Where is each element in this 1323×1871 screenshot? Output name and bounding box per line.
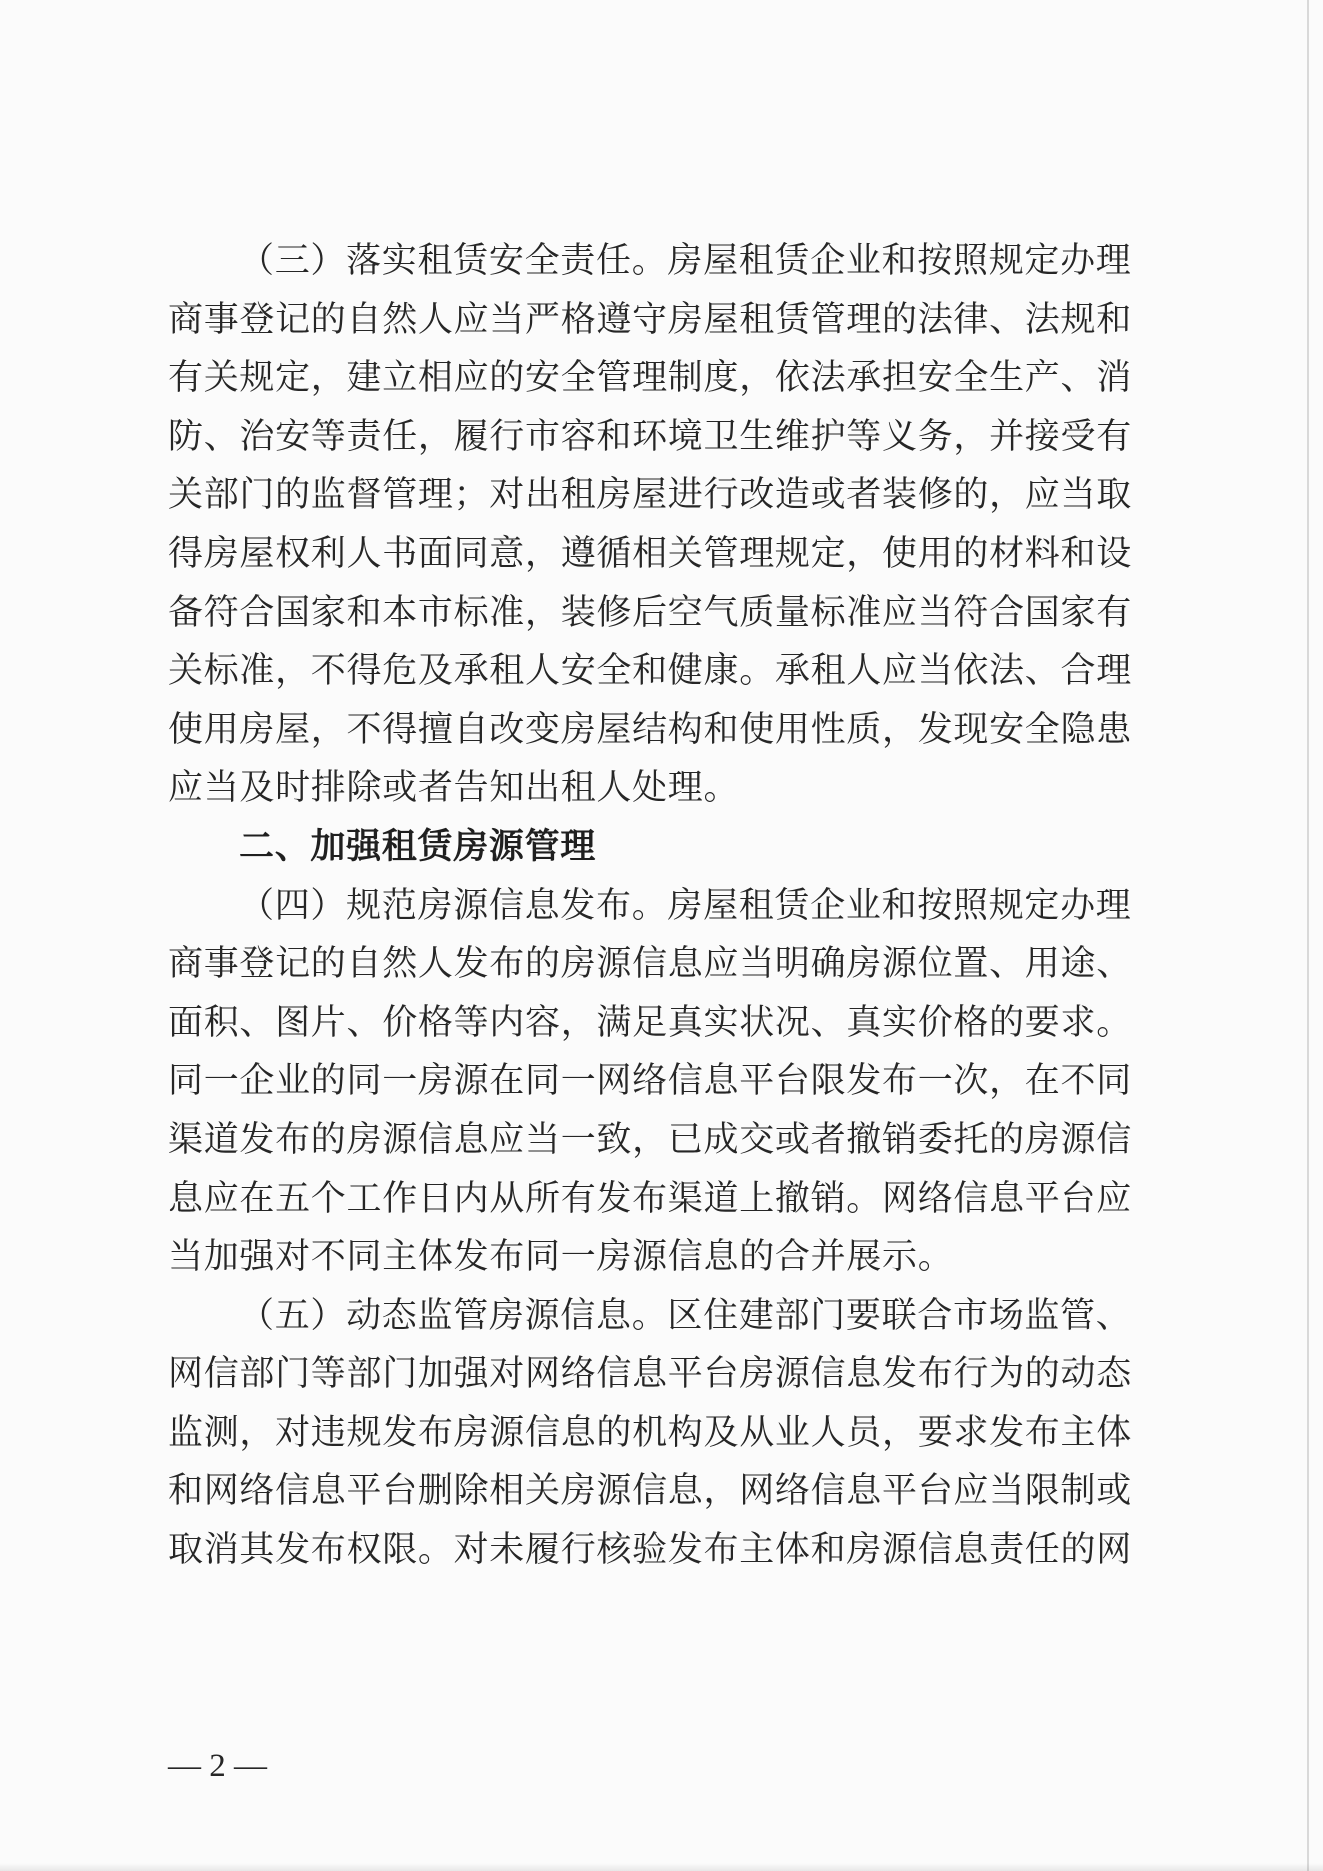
paragraph-line: 关标准，不得危及承租人安全和健康。承租人应当依法、合理 [168,651,1132,692]
paragraph-line: （三）落实租赁安全责任。房屋租赁企业和按照规定办理 [239,241,1132,281]
paragraph-line: 备符合国家和本市标准，装修后空气质量标准应当符合国家有 [168,592,1132,633]
paragraph-line: 取消其发布权限。对未履行核验发布主体和房源信息责任的网 [168,1530,1132,1571]
paragraph-line: 监测，对违规发布房源信息的机构及从业人员，要求发布主体 [168,1412,1132,1453]
paragraph-line: 和网络信息平台删除相关房源信息，网络信息平台应当限制或 [168,1471,1132,1512]
paragraph [168,232,1138,818]
document-body [168,232,1138,1580]
paragraph-line: 面积、图片、价格等内容，满足真实状况、真实价格的要求。 [168,1002,1132,1043]
paragraph-line: 渠道发布的房源信息应当一致，已成交或者撤销委托的房源信 [168,1119,1132,1160]
paper-shadow [0,1863,1323,1871]
paragraph-line: 商事登记的自然人应当严格遵守房屋租赁管理的法律、法规和 [168,299,1132,340]
paragraph [168,1287,1138,1580]
section-heading: 二、加强租赁房源管理 [239,826,597,867]
paragraph-line: 网信部门等部门加强对网络信息平台房源信息发布行为的动态 [168,1354,1132,1395]
paragraph-line: 防、治安等责任，履行市容和环境卫生维护等义务，并接受有 [168,416,1132,457]
page-edge [1307,0,1309,1871]
paragraph-line: 有关规定，建立相应的安全管理制度，依法承担安全生产、消 [168,358,1132,399]
paragraph-line: （四）规范房源信息发布。房屋租赁企业和按照规定办理 [239,885,1132,926]
page-number: — 2 — [168,1748,267,1784]
paragraph-line: 关部门的监督管理；对出租房屋进行改造或者装修的，应当取 [168,475,1132,516]
paragraph-line: 当加强对不同主体发布同一房源信息的合并展示。 [168,1237,954,1278]
paragraph-line: 应当及时排除或者告知出租人处理。 [168,768,740,809]
paragraph-line: 得房屋权利人书面同意，遵循相关管理规定，使用的材料和设 [168,533,1132,574]
paragraph-line: 商事登记的自然人发布的房源信息应当明确房源位置、用途、 [168,944,1132,985]
paragraph-line: 使用房屋，不得擅自改变房屋结构和使用性质，发现安全隐患 [168,709,1132,750]
paragraph [168,877,1138,1287]
paragraph-line: 同一企业的同一房源在同一网络信息平台限发布一次，在不同 [168,1061,1132,1102]
paragraph-line: （五）动态监管房源信息。区住建部门要联合市场监管、 [239,1295,1132,1336]
paragraph-line: 息应在五个工作日内从所有发布渠道上撤销。网络信息平台应 [168,1178,1132,1219]
